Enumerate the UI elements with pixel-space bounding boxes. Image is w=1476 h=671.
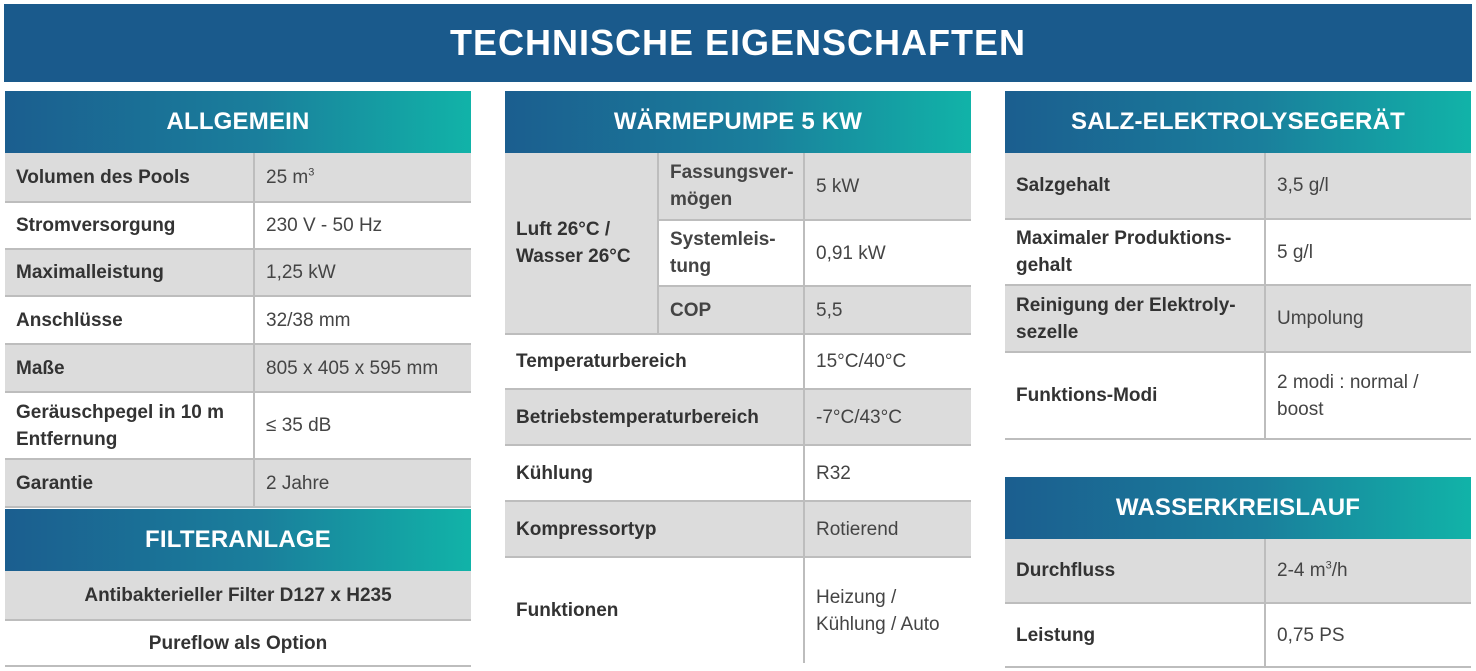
spec-key: Maximaler Produktions-gehalt — [1005, 219, 1265, 285]
table-row — [5, 459, 471, 507]
table-row — [505, 334, 971, 389]
wasserkreislauf-panel — [1005, 477, 1471, 668]
spec-value: 3,5 g/l — [1265, 153, 1471, 219]
table-row — [1005, 285, 1471, 352]
spec-key: Geräuschpegel in 10 m Entfernung — [5, 392, 254, 459]
spec-value: 32/38 mm — [254, 296, 471, 344]
spec-key: Temperaturbereich — [505, 334, 804, 389]
wasserkreislauf-heading: WASSERKREISLAUF — [1005, 477, 1471, 539]
allgemein-heading: ALLGEMEIN — [5, 91, 471, 153]
spec-value: 5 g/l — [1265, 219, 1471, 285]
table-row — [1005, 153, 1471, 219]
salz-panel — [1005, 91, 1471, 440]
waermepumpe-panel — [505, 91, 971, 663]
wasserkreislauf-table — [1005, 539, 1471, 668]
spec-key: Kompressortyp — [505, 501, 804, 557]
spec-value: 2 Jahre — [254, 459, 471, 507]
spec-key: Systemleis-tung — [658, 220, 804, 286]
spec-key: Reinigung der Elektroly-sezelle — [1005, 285, 1265, 352]
waermepumpe-table — [505, 153, 971, 663]
spec-value: R32 — [804, 445, 971, 501]
waermepumpe-heading: WÄRMEPUMPE 5 KW — [505, 91, 971, 153]
table-row — [505, 153, 971, 220]
table-row — [505, 445, 971, 501]
table-row — [1005, 219, 1471, 285]
salz-heading: SALZ-ELEKTROLYSEGERÄT — [1005, 91, 1471, 153]
spec-value: 2-4 $m^3/h$ — [1265, 539, 1471, 603]
spec-key: Volumen des Pools — [5, 153, 254, 202]
spec-value: 0,91 kW — [804, 220, 971, 286]
spec-key: Betriebstemperaturbereich — [505, 389, 804, 445]
filter-item: Antibakterieller Filter D127 x H235 — [5, 571, 471, 620]
table-row — [1005, 603, 1471, 667]
table-row — [5, 296, 471, 344]
salz-table — [1005, 153, 1471, 440]
filteranlage-table — [5, 571, 471, 667]
spec-key: Salzgehalt — [1005, 153, 1265, 219]
spec-key: Maße — [5, 344, 254, 392]
spec-value: Umpolung — [1265, 285, 1471, 352]
spec-key: Kühlung — [505, 445, 804, 501]
table-row — [1005, 539, 1471, 603]
spec-value: 25 $m^3$ — [254, 153, 471, 202]
spec-key: Fassungsver-mögen — [658, 153, 804, 220]
spec-value: 2 modi : normal / boost — [1265, 352, 1471, 439]
table-row — [5, 344, 471, 392]
spec-key: Funktions-Modi — [1005, 352, 1265, 439]
spec-key: COP — [658, 286, 804, 334]
spec-value: 1,25 kW — [254, 249, 471, 296]
condition-label: Luft 26°C / Wasser 26°C — [505, 153, 658, 334]
allgemein-panel — [5, 91, 471, 508]
spec-key: Garantie — [5, 459, 254, 507]
spec-value: Rotierend — [804, 501, 971, 557]
table-row — [5, 620, 471, 666]
filteranlage-heading: FILTERANLAGE — [5, 509, 471, 571]
spec-value: 805 x 405 x 595 mm — [254, 344, 471, 392]
spec-key: Funktionen — [505, 557, 804, 663]
spec-value: 0,75 PS — [1265, 603, 1471, 667]
table-row — [5, 571, 471, 620]
table-row — [505, 501, 971, 557]
spec-key: Anschlüsse — [5, 296, 254, 344]
spec-value: ≤ 35 dB — [254, 392, 471, 459]
spec-value: 15°C/40°C — [804, 334, 971, 389]
spec-value: Heizung / Kühlung / Auto — [804, 557, 971, 663]
spec-key: Maximalleistung — [5, 249, 254, 296]
filteranlage-panel — [5, 509, 471, 667]
table-row — [1005, 352, 1471, 439]
spec-value: 5,5 — [804, 286, 971, 334]
table-row — [5, 249, 471, 296]
table-row — [5, 392, 471, 459]
filter-item: Pureflow als Option — [5, 620, 471, 666]
spec-key: Durchfluss — [1005, 539, 1265, 603]
spec-key: Stromversorgung — [5, 202, 254, 249]
allgemein-table — [5, 153, 471, 508]
table-row — [505, 557, 971, 663]
spec-value: -7°C/43°C — [804, 389, 971, 445]
table-row — [5, 153, 471, 202]
spec-key: Leistung — [1005, 603, 1265, 667]
page-title: TECHNISCHE EIGENSCHAFTEN — [4, 4, 1472, 82]
spec-value: 230 V - 50 Hz — [254, 202, 471, 249]
table-row — [505, 389, 971, 445]
table-row — [5, 202, 471, 249]
spec-value: 5 kW — [804, 153, 971, 220]
